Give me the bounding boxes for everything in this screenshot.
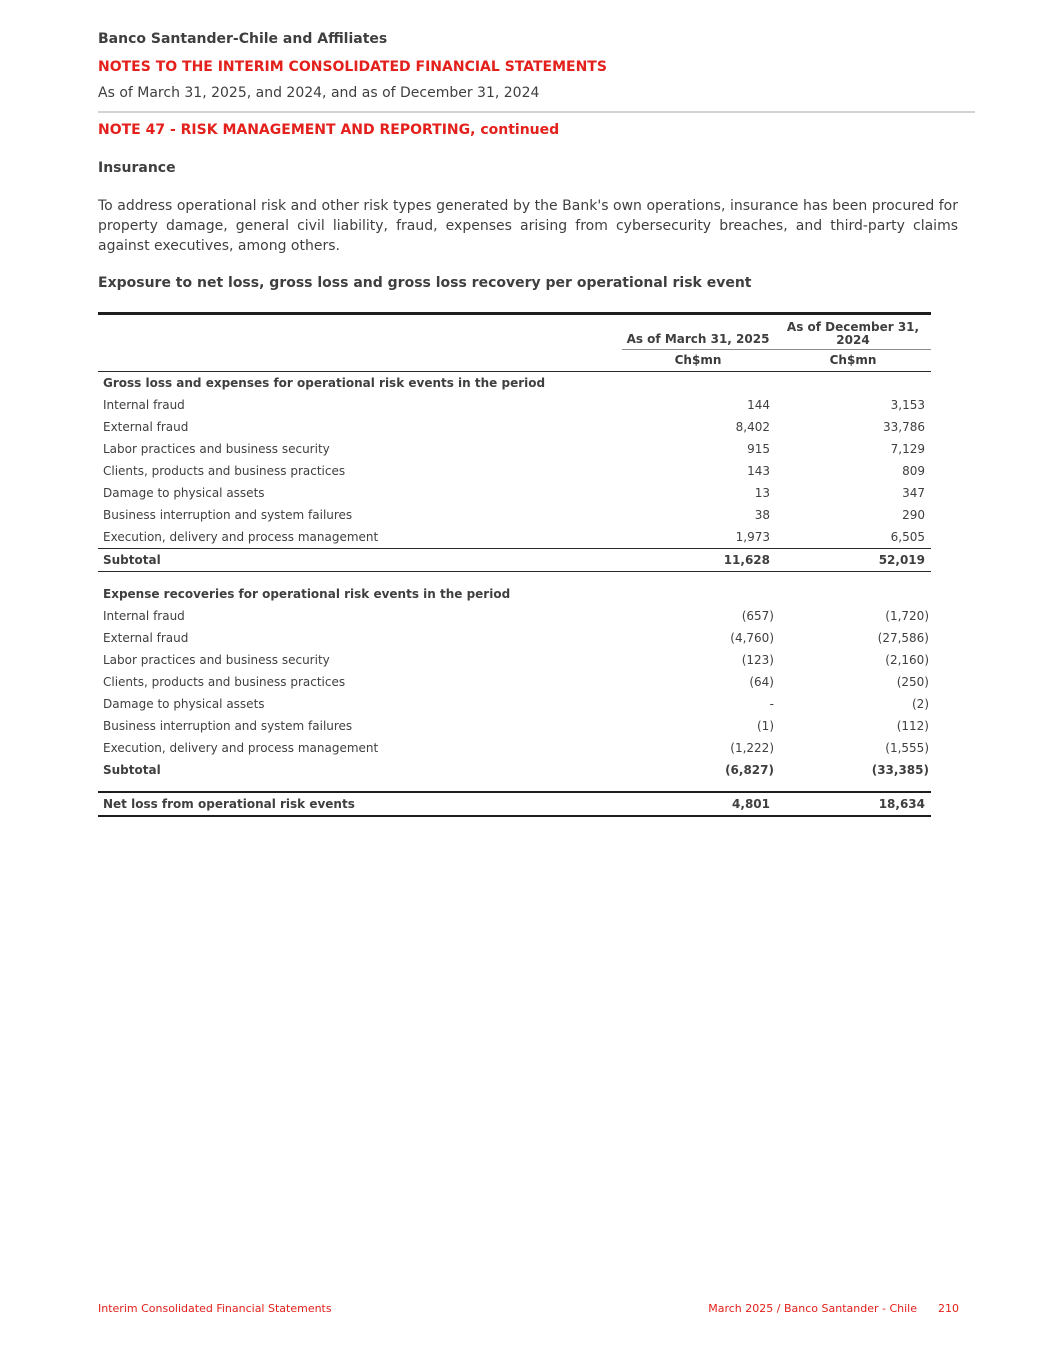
- unit-row: [98, 349, 931, 372]
- row-label: External fraud: [103, 631, 189, 645]
- row-value-december-2024: 6,505: [890, 530, 925, 544]
- gross-section-heading: [98, 372, 931, 394]
- row-value-march-2025: 8,402: [735, 420, 770, 434]
- row-value-december-2024: (33,385): [871, 763, 929, 777]
- row-value-march-2025: 11,628: [723, 553, 770, 567]
- row-value-december-2024: (2): [912, 697, 929, 711]
- recovery-heading-label: Expense recoveries for operational risk events in the period: [103, 587, 511, 601]
- table-row: [98, 438, 931, 460]
- row-label: Business interruption and system failures: [103, 508, 353, 522]
- row-value-december-2024: (112): [896, 719, 929, 733]
- footer-report-name: March 2025 / Banco Santander - Chile: [708, 1302, 917, 1315]
- row-value-december-2024: 3,153: [890, 398, 925, 412]
- row-label: Subtotal: [103, 553, 161, 567]
- row-value-march-2025: 38: [754, 508, 770, 522]
- row-value-march-2025: 4,801: [732, 797, 770, 811]
- row-label: Execution, delivery and process management: [103, 530, 379, 544]
- row-label: Execution, delivery and process management: [103, 741, 379, 755]
- row-value-december-2024: 52,019: [878, 553, 925, 567]
- column-header-december-2024: As of December 31, 2024: [786, 320, 920, 347]
- row-value-march-2025: (657): [741, 609, 774, 623]
- row-value-march-2025: (123): [741, 653, 774, 667]
- recovery-section-heading: [98, 583, 931, 605]
- row-value-march-2025: 1,973: [735, 530, 770, 544]
- row-value-december-2024: 347: [902, 486, 925, 500]
- row-label: Net loss from operational risk events: [103, 797, 355, 811]
- row-label: Clients, products and business practices: [103, 675, 346, 689]
- table-title: Exposure to net loss, gross loss and gross loss recovery per operational risk event: [98, 275, 752, 291]
- footer-document-title: Interim Consolidated Financial Statements: [98, 1302, 332, 1315]
- row-label: Labor practices and business security: [103, 442, 330, 456]
- unit-december-2024: Ch$mn: [829, 353, 877, 367]
- table-header-row: [98, 315, 931, 349]
- table-row: [98, 605, 931, 627]
- table-row: [98, 649, 931, 671]
- row-value-december-2024: (1,555): [885, 741, 929, 755]
- row-value-december-2024: (27,586): [877, 631, 929, 645]
- row-value-december-2024: 809: [902, 464, 925, 478]
- operational-risk-table: [98, 312, 931, 817]
- row-value-march-2025: (64): [749, 675, 774, 689]
- gross-subtotal-row: [98, 548, 931, 572]
- table-row: [98, 627, 931, 649]
- recovery-rows: [98, 605, 931, 759]
- row-value-march-2025: (1,222): [730, 741, 774, 755]
- unit-march-2025: Ch$mn: [674, 353, 722, 367]
- table-row: [98, 526, 931, 548]
- row-value-december-2024: 33,786: [883, 420, 925, 434]
- column-header-march-2025: As of March 31, 2025: [626, 332, 770, 346]
- row-value-december-2024: (2,160): [885, 653, 929, 667]
- table-row: [98, 737, 931, 759]
- row-label: Clients, products and business practices: [103, 464, 346, 478]
- table-row: [98, 394, 931, 416]
- insurance-paragraph: To address operational risk and other risk types generated by the Bank's own operations, insurance has been procured for property damage, general civil liability, fraud, expenses arising from cybersecurity breaches, and third-party claims against executives, among others.: [98, 198, 958, 254]
- row-label: Internal fraud: [103, 398, 185, 412]
- row-label: External fraud: [103, 420, 189, 434]
- net-loss-row: [98, 791, 931, 817]
- row-value-december-2024: 18,634: [878, 797, 925, 811]
- section-title: Insurance: [98, 160, 176, 176]
- row-label: Business interruption and system failures: [103, 719, 353, 733]
- row-value-march-2025: 143: [747, 464, 770, 478]
- table-row: [98, 715, 931, 737]
- row-label: Damage to physical assets: [103, 697, 265, 711]
- row-value-march-2025: (4,760): [730, 631, 774, 645]
- as-of-date: As of March 31, 2025, and 2024, and as of December 31, 2024: [98, 85, 540, 101]
- row-value-december-2024: 7,129: [890, 442, 925, 456]
- row-label: Subtotal: [103, 763, 161, 777]
- row-label: Labor practices and business security: [103, 653, 330, 667]
- notes-title: NOTES TO THE INTERIM CONSOLIDATED FINANCIAL STATEMENTS: [98, 59, 607, 75]
- row-value-march-2025: (6,827): [725, 763, 774, 777]
- table-row: [98, 693, 931, 715]
- table-row: [98, 504, 931, 526]
- row-value-december-2024: (1,720): [885, 609, 929, 623]
- gross-rows: [98, 394, 931, 548]
- row-label: Damage to physical assets: [103, 486, 265, 500]
- row-value-march-2025: 144: [747, 398, 770, 412]
- table-row: [98, 482, 931, 504]
- row-value-december-2024: (250): [896, 675, 929, 689]
- header-divider: [98, 111, 975, 113]
- table-row: [98, 671, 931, 693]
- page-number: 210: [938, 1302, 959, 1315]
- recovery-subtotal-row: [98, 759, 931, 781]
- company-name: Banco Santander-Chile and Affiliates: [98, 31, 388, 47]
- row-value-march-2025: -: [769, 697, 774, 711]
- note-title: NOTE 47 - RISK MANAGEMENT AND REPORTING, continued: [98, 122, 560, 138]
- row-label: Internal fraud: [103, 609, 185, 623]
- row-value-december-2024: 290: [902, 508, 925, 522]
- table-row: [98, 460, 931, 482]
- row-value-march-2025: 13: [754, 486, 770, 500]
- row-value-march-2025: (1): [757, 719, 774, 733]
- table-row: [98, 416, 931, 438]
- gross-heading-label: Gross loss and expenses for operational risk events in the period: [103, 376, 546, 390]
- row-value-march-2025: 915: [747, 442, 770, 456]
